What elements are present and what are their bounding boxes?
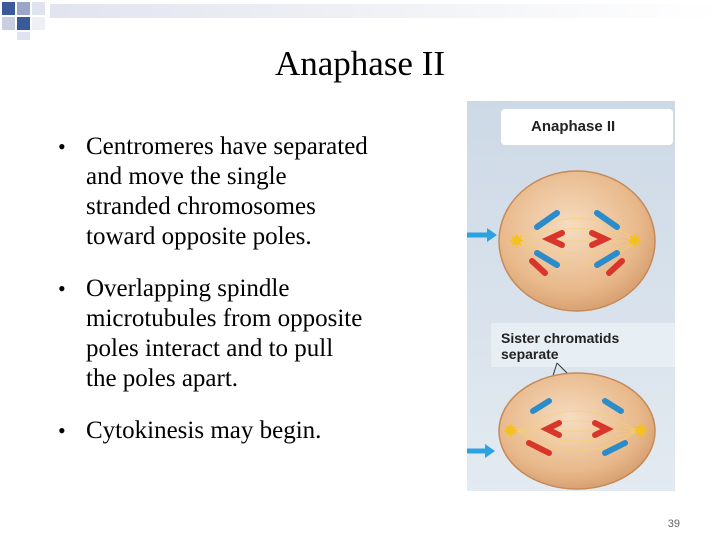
bullet-item: [50, 132, 420, 252]
bullet-line: microtubules from opposite: [86, 305, 363, 332]
cell-bottom: [499, 373, 655, 489]
annotation-line2: separate: [501, 346, 559, 362]
centrosome-icon: ✸: [509, 231, 525, 251]
bullet-line: Centromeres have separated: [86, 133, 368, 160]
bullet-item: [50, 274, 420, 394]
bullet-dot: •: [58, 276, 66, 301]
bullet-line: Overlapping spindle: [86, 275, 290, 302]
corner-decoration: [0, 0, 720, 40]
slide-title: Anaphase II: [274, 44, 446, 83]
bullet-list: [50, 132, 420, 468]
cell-top: [499, 171, 655, 311]
centrosome-icon: ✸: [627, 231, 643, 251]
bullet-item: [50, 416, 420, 446]
bullet-line: Cytokinesis may begin.: [86, 417, 322, 444]
centrosome-icon: ✸: [633, 421, 649, 441]
centrosome-icon: ✸: [503, 421, 519, 441]
bullet-line: poles interact and to pull: [86, 335, 334, 362]
bullet-dot: •: [58, 134, 66, 159]
bullet-dot: •: [58, 418, 66, 443]
annotation-line1: Sister chromatids: [501, 330, 620, 346]
bullet-line: and move the single: [86, 163, 287, 190]
page-number: 39: [667, 518, 680, 530]
figure-label: Anaphase II: [531, 118, 616, 135]
anaphase-figure: [467, 101, 675, 491]
bullet-line: stranded chromosomes: [86, 193, 316, 220]
bullet-line: the poles apart.: [86, 365, 239, 392]
bullet-line: toward opposite poles.: [86, 223, 312, 250]
